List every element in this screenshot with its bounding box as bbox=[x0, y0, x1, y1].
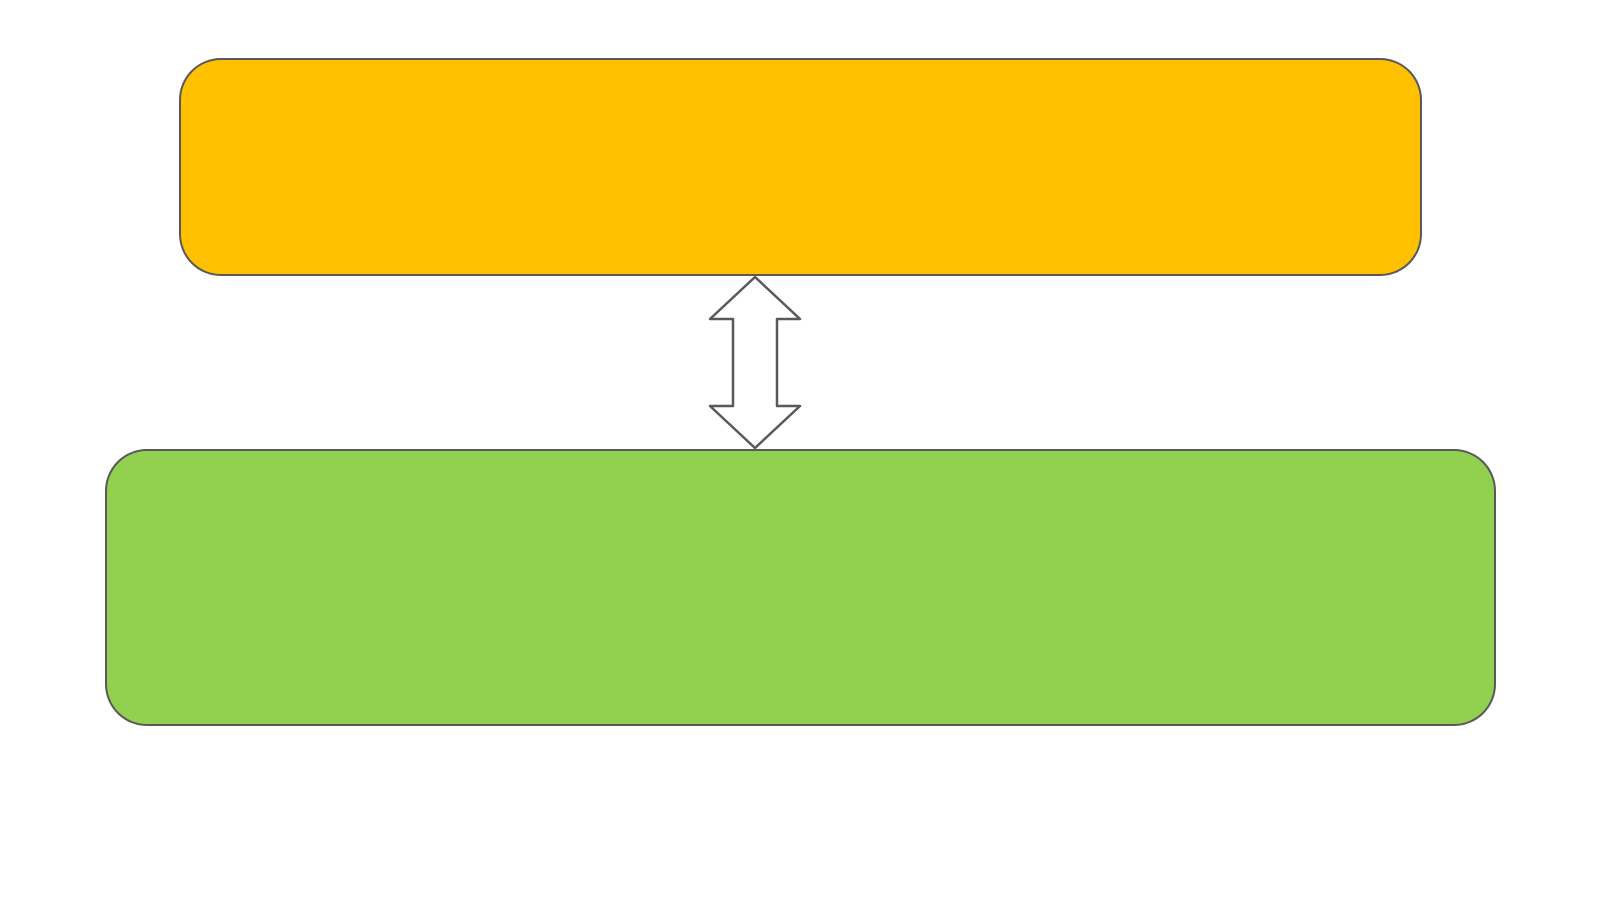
arrow-shape bbox=[710, 277, 800, 448]
efficiency-indicators-box bbox=[105, 449, 1496, 726]
definition-box bbox=[179, 58, 1422, 276]
double-headed-vertical-arrow-icon bbox=[708, 275, 802, 450]
